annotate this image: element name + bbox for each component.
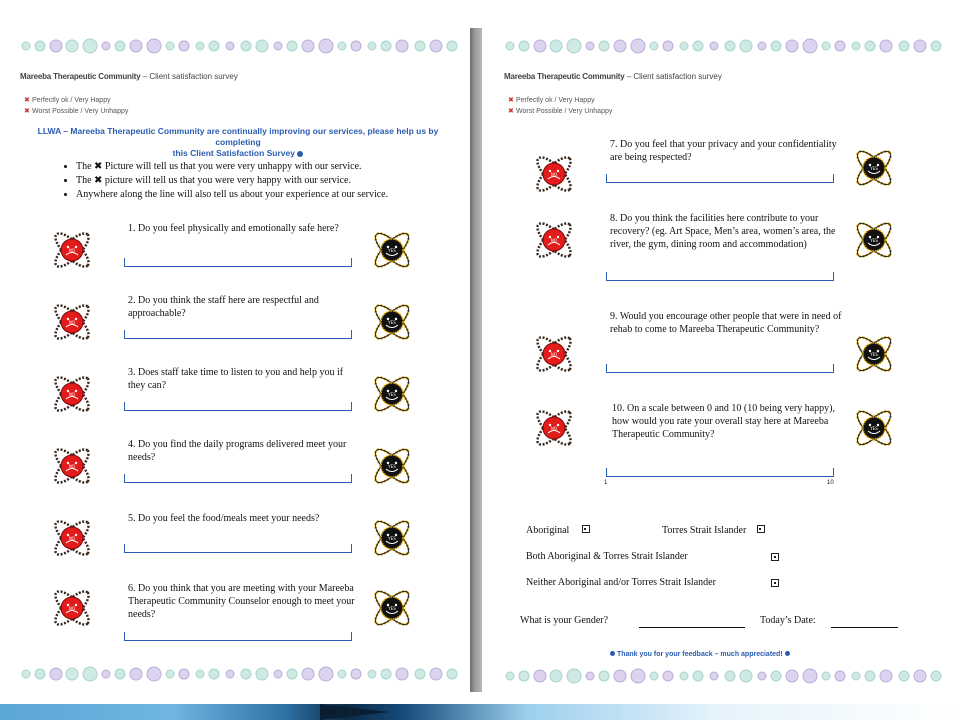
- yes-face-icon[interactable]: [848, 214, 900, 266]
- survey-page-right: [484, 28, 952, 692]
- question-10: 10. On a scale between 0 and 10 (10 being very happy), how would you rate your overall stay here at Mareeba Therapeutic Community?: [612, 403, 835, 440]
- rating-line-3[interactable]: [124, 402, 352, 411]
- rating-line-4[interactable]: [124, 474, 352, 483]
- yes-face-icon[interactable]: [366, 296, 418, 348]
- yes-face-icon[interactable]: [848, 142, 900, 194]
- no-face-icon[interactable]: [46, 582, 98, 634]
- survey-header: [504, 72, 722, 81]
- unhappy-marker-icon: ✖: [24, 108, 30, 115]
- question-row-2: [0, 292, 468, 356]
- bullet-dot-icon: [610, 651, 615, 656]
- question-2: 2. Do you think the staff here are respectful and approachable?: [128, 295, 319, 319]
- question-5: 5. Do you feel the food/meals meet your needs?: [128, 513, 320, 524]
- rating-line-6[interactable]: [124, 632, 352, 641]
- instruction-list: [62, 160, 466, 202]
- scale-max: 10: [827, 480, 834, 486]
- org-name: Mareeba Therapeutic Community: [504, 72, 625, 81]
- question-row-10: [484, 400, 952, 490]
- survey-page-left: [0, 28, 468, 692]
- neither-checkbox[interactable]: [771, 579, 779, 587]
- bullet-dot-icon: [785, 651, 790, 656]
- torres-option: Torres Strait Islander: [662, 525, 765, 536]
- happy-marker-icon: ✖: [24, 97, 30, 104]
- chevron-decoration: [320, 704, 390, 720]
- yes-face-icon[interactable]: [366, 440, 418, 492]
- yes-face-icon[interactable]: [848, 402, 900, 454]
- question-7: 7. Do you feel that your privacy and your confidentiality are being respected?: [610, 139, 837, 163]
- yes-face-icon[interactable]: [848, 328, 900, 380]
- thank-you-message: Thank you for your feedback – much appreciated!: [610, 651, 790, 658]
- no-face-icon[interactable]: [46, 512, 98, 564]
- intro-text: LLWA – Mareeba Therapeutic Community are continually improving our services, please help us by completing this Client Satisfaction Survey: [37, 126, 439, 158]
- bullet-dot-icon: [297, 151, 303, 157]
- rating-line-2[interactable]: [124, 330, 352, 339]
- question-row-6: [0, 578, 468, 642]
- unhappy-marker-icon: ✖: [508, 108, 514, 115]
- aboriginal-checkbox[interactable]: [582, 525, 590, 533]
- dot-border-top: [0, 36, 468, 56]
- torres-checkbox[interactable]: [757, 525, 765, 533]
- both-option: Both Aboriginal & Torres Strait Islander: [526, 551, 688, 562]
- question-3: 3. Does staff take time to listen to you and help you if they can?: [128, 367, 344, 391]
- legend-unhappy: ✖ Worst Possible / Very Unhappy: [508, 108, 613, 115]
- org-name: Mareeba Therapeutic Community: [20, 72, 141, 81]
- neither-option: Neither Aboriginal and/or Torres Strait Islander: [526, 577, 716, 588]
- gender-field[interactable]: [639, 627, 745, 628]
- rating-scale-line[interactable]: [606, 468, 834, 477]
- dot-border-bottom: [484, 666, 952, 686]
- legend-happy: ✖ Perfectly ok / Very Happy: [24, 97, 111, 104]
- survey-subtitle: – Client satisfaction survey: [142, 72, 238, 81]
- instruction-item: • Anywhere along the line will also tell us about your experience at our service.: [76, 188, 466, 202]
- question-9: 9. Would you encourage other people that were in need of rehab to come to Mareeba Therapeutic Community?: [610, 311, 842, 335]
- yes-face-icon[interactable]: [366, 512, 418, 564]
- slide-footer-bar: [0, 704, 960, 720]
- question-6: 6. Do you think that you are meeting with your Mareeba Therapeutic Community Counselor enough to meet your needs?: [128, 583, 355, 620]
- question-row-3: [0, 364, 468, 428]
- question-row-8: [484, 210, 952, 300]
- no-face-icon[interactable]: [528, 148, 580, 200]
- dot-border-bottom: [0, 664, 468, 684]
- no-face-icon[interactable]: [46, 368, 98, 420]
- both-checkbox[interactable]: [771, 553, 779, 561]
- instruction-item: • The ✖ picture will tell us that you were very happy with our service.: [76, 174, 466, 188]
- no-face-icon[interactable]: [46, 296, 98, 348]
- question-4: 4. Do you find the daily programs delivered meet your needs?: [128, 439, 347, 463]
- question-row-4: [0, 436, 468, 500]
- yes-face-icon[interactable]: [366, 582, 418, 634]
- no-face-icon[interactable]: [46, 224, 98, 276]
- question-1: 1. Do you feel physically and emotionally safe here?: [128, 223, 339, 234]
- rating-line-5[interactable]: [124, 544, 352, 553]
- no-face-icon[interactable]: [46, 440, 98, 492]
- question-8: 8. Do you think the facilities here contribute to your recovery? (eg. Art Space, Men’s area, women’s area, the river, the gym, dining room and accommodation): [610, 213, 836, 250]
- legend-unhappy: ✖ Worst Possible / Very Unhappy: [24, 108, 129, 115]
- rating-line-1[interactable]: [124, 258, 352, 267]
- scale-min: 1: [604, 480, 608, 486]
- rating-line-9[interactable]: [606, 364, 834, 373]
- page-divider: [470, 28, 482, 692]
- dot-border-top: [484, 36, 952, 56]
- no-face-icon[interactable]: [528, 402, 580, 454]
- date-label: Today’s Date:: [760, 615, 816, 626]
- question-row-1: [0, 220, 468, 284]
- date-field[interactable]: [831, 627, 898, 628]
- no-face-icon[interactable]: [528, 328, 580, 380]
- happy-marker-icon: ✖: [508, 97, 514, 104]
- survey-subtitle: – Client satisfaction survey: [626, 72, 722, 81]
- gender-label: What is your Gender?: [520, 615, 609, 626]
- survey-header: [20, 72, 238, 81]
- no-face-icon[interactable]: [528, 214, 580, 266]
- question-row-7: [484, 136, 952, 212]
- rating-line-8[interactable]: [606, 272, 834, 281]
- rating-line-7[interactable]: [606, 174, 834, 183]
- question-row-5: [0, 508, 468, 572]
- yes-face-icon[interactable]: [366, 224, 418, 276]
- yes-face-icon[interactable]: [366, 368, 418, 420]
- instruction-item: • The ✖ Picture will tell us that you were very unhappy with our service.: [76, 160, 466, 174]
- aboriginal-option: Aboriginal: [526, 525, 590, 536]
- legend-happy: ✖ Perfectly ok / Very Happy: [508, 97, 595, 104]
- question-row-9: [484, 308, 952, 398]
